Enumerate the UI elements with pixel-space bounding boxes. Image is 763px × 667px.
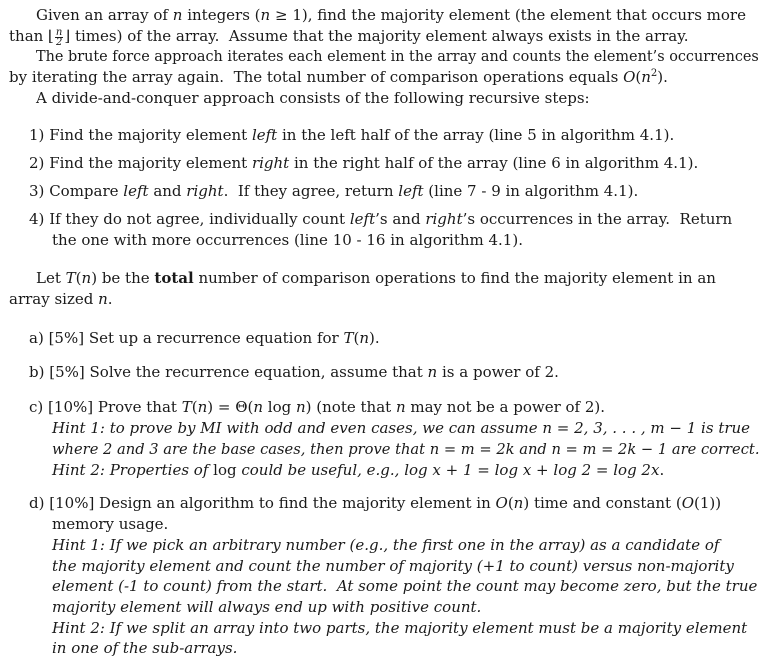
- step-2: [29, 153, 698, 173]
- text: in the right half of the array (line 6 in algorithm 4.1).: [289, 154, 699, 172]
- math-n: n: [359, 329, 370, 347]
- math-n: n: [260, 6, 271, 24]
- question-c-hint-1-line-2: [52, 439, 759, 459]
- math-n: n: [296, 398, 306, 416]
- hint-text: in one of the sub-arrays.: [52, 639, 238, 657]
- math-n: n: [513, 494, 524, 512]
- step-4: [29, 209, 732, 229]
- superscript: 2: [650, 68, 658, 79]
- italic-term: right: [425, 210, 463, 228]
- text: If they do not agree, individually count: [49, 210, 350, 228]
- question-label: b): [29, 363, 45, 381]
- math-n: n: [427, 363, 438, 381]
- math-T: T: [181, 398, 192, 416]
- text: integers (: [182, 6, 261, 24]
- question-c-hint-1-line-1: [52, 418, 750, 438]
- hint-text: Hint 1: If we pick an arbitrary number (e.g., the first one in the array) as a candidate of: [52, 536, 720, 554]
- intro-line-1: [36, 5, 746, 25]
- text: is a power of 2.: [437, 363, 559, 381]
- text: in the left half of the array (line 5 in algorithm 4.1).: [277, 126, 675, 144]
- italic-term: left: [123, 182, 149, 200]
- fraction-numerator: n: [55, 26, 63, 38]
- text: Let: [36, 269, 66, 287]
- italic-term: left: [251, 126, 278, 144]
- text: .: [107, 290, 113, 308]
- text: (: [353, 329, 360, 347]
- text: be the: [97, 269, 155, 287]
- text: array sized: [9, 290, 99, 308]
- math-n: n: [395, 398, 406, 416]
- question-d-hint-2-line-1: [52, 618, 747, 638]
- math-T: T: [343, 329, 354, 347]
- text: may not be a power of 2).: [405, 398, 606, 416]
- question-label: d): [29, 494, 45, 512]
- text: Given an array of: [36, 6, 173, 24]
- text: [5%] Set up a recurrence equation for: [48, 329, 344, 347]
- step-number: 4): [29, 210, 45, 228]
- text: the one with more occurrences (line 10 - 16 in algorithm 4.1).: [52, 231, 523, 249]
- fraction-n-over-2: [55, 28, 63, 47]
- hint-text: majority element will always end up with positive count.: [52, 598, 482, 616]
- text: number of comparison operations to find the majority element in an: [193, 269, 716, 287]
- math-n: n: [197, 398, 208, 416]
- math-n: n: [81, 269, 92, 287]
- math-T: T: [65, 269, 76, 287]
- math-n: n: [253, 398, 264, 416]
- math-n: n: [98, 290, 108, 308]
- text: Find the majority element: [49, 126, 252, 144]
- math-O: O: [623, 68, 636, 86]
- text: ’s occurrences in the array. Return: [462, 210, 733, 228]
- text: [5%] Solve the recurrence equation, assume that: [49, 363, 428, 381]
- text: (1)): [694, 494, 722, 512]
- question-d-line-2: [52, 514, 168, 534]
- question-label: c): [29, 398, 44, 416]
- italic-term: right: [251, 154, 290, 172]
- intro-line-2: [9, 26, 688, 47]
- text: ).: [657, 68, 668, 86]
- text: than ⌊: [9, 27, 54, 45]
- step-3: [29, 181, 638, 201]
- hint-text: element (-1 to count) from the start. At some point the count may become zero, but the true: [52, 577, 758, 595]
- question-c-hint-2: [52, 460, 664, 480]
- text: (line 7 - 9 in algorithm 4.1).: [423, 182, 639, 200]
- bold-term: total: [154, 269, 194, 287]
- text: [10%] Prove that: [48, 398, 182, 416]
- math-O: O: [681, 494, 695, 512]
- question-d: [29, 493, 721, 513]
- question-d-hint-1-line-3: [52, 576, 757, 596]
- italic-term: left: [349, 210, 376, 228]
- question-a: [29, 328, 380, 348]
- text: ) time and constant (: [523, 494, 682, 512]
- text: memory usage.: [52, 515, 169, 533]
- text: . If they agree, return: [223, 182, 399, 200]
- hint-text: could be useful, e.g.,: [236, 461, 405, 479]
- question-d-hint-1-line-1: [52, 535, 719, 555]
- intro-line-4: [9, 67, 668, 87]
- step-1: [29, 125, 674, 145]
- hint-text: Hint 2: If we split an array into two parts, the majority element must be a majority element: [52, 619, 748, 637]
- italic-term: left: [398, 182, 424, 200]
- math-n: n: [641, 68, 651, 86]
- text: (: [635, 68, 642, 86]
- definition-line-2: [9, 289, 113, 309]
- step-4-line-2: [52, 230, 523, 250]
- intro-line-3: [36, 46, 759, 66]
- question-d-hint-1-line-4: [52, 597, 481, 617]
- text: The brute force approach iterates each element in the array and counts the element’s occurrences: [36, 47, 759, 65]
- hint-text: Hint 2: Properties of: [52, 461, 214, 479]
- text: ’s and: [375, 210, 426, 228]
- math-expression: log x + 1 = log x + log 2 = log 2x: [404, 461, 660, 479]
- text: (: [507, 494, 514, 512]
- text: and: [148, 182, 187, 200]
- definition-line-1: [36, 268, 716, 288]
- question-d-hint-1-line-2: [52, 556, 734, 576]
- step-number: 1): [29, 126, 45, 144]
- text: Find the majority element: [49, 154, 252, 172]
- text: (: [75, 269, 82, 287]
- text: (: [191, 398, 198, 416]
- math-O: O: [495, 494, 508, 512]
- text: ).: [369, 329, 380, 347]
- italic-term: right: [186, 182, 224, 200]
- text: ): [91, 269, 98, 287]
- question-b: [29, 362, 559, 382]
- text: ) = Θ(: [207, 398, 254, 416]
- text: Compare: [49, 182, 124, 200]
- question-label: a): [29, 329, 44, 347]
- intro-line-5: [36, 88, 590, 108]
- hint-text: the majority element and count the number of majority (+1 to count) versus non-majority: [52, 557, 734, 575]
- text: A divide-and-conquer approach consists of the following recursive steps:: [36, 89, 590, 107]
- step-number: 2): [29, 154, 45, 172]
- hint-text: where 2 and 3 are the base cases, then prove that n = m = 2k and n = m = 2k − 1 are correct.: [52, 440, 760, 458]
- step-number: 3): [29, 182, 45, 200]
- text: ) (note that: [305, 398, 396, 416]
- question-d-hint-2-line-2: [52, 638, 237, 658]
- math-n: n: [172, 6, 183, 24]
- text: by iterating the array again. The total number of comparison operations equals: [9, 68, 624, 86]
- fraction-denominator: 2: [55, 36, 63, 48]
- text: ⌋ times) of the array. Assume that the majority element always exists in the array.: [64, 27, 689, 45]
- text: [10%] Design an algorithm to find the majority element in: [49, 494, 496, 512]
- text: .: [659, 461, 665, 479]
- question-c: [29, 397, 605, 417]
- text: ≥ 1), find the majority element (the element that occurs more: [270, 6, 746, 24]
- math-log: log: [213, 461, 237, 479]
- text: log: [263, 398, 296, 416]
- hint-text: Hint 1: to prove by MI with odd and even cases, we can assume n = 2, 3, . . . , m − 1 is true: [52, 419, 751, 437]
